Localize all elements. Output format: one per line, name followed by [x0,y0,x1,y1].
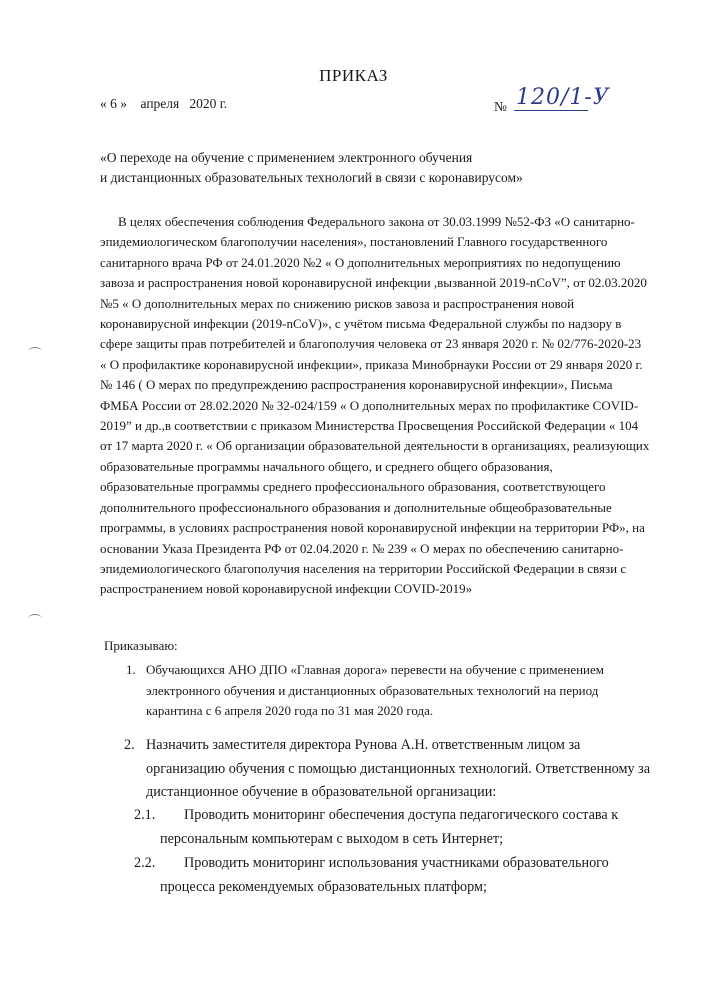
item-line: Назначить заместителя директора Рунова А.Н. ответственным лицом за [146,737,581,753]
preamble-line: санитарного врача РФ от 24.01.2020 №2 « О дополнительных мероприятиях по недопущению [100,254,621,270]
subitem-line: Проводить мониторинг использования участниками образовательного [184,855,609,871]
preamble-line: эпидемиологическом благополучии населения», постановлений Главного государственного [100,234,608,250]
preamble-paragraph [100,212,660,600]
order-subitem-2-2 [134,852,609,899]
subject-line: и дистанционных образовательных технологий в связи с коронавирусом» [100,170,523,185]
preamble-line: В целях обеспечения соблюдения Федерального закона от 30.03.1999 №52-ФЗ «О санитарно- [118,214,635,229]
order-word: Приказываю: [104,638,178,653]
order-number-underline [514,110,588,111]
binder-hole-mark [28,347,42,356]
document-date: « 6 » апреля 2020 г. [100,96,228,111]
item-marker: 1. [126,662,136,677]
preamble-line: образовательные программы среднего профессионального образования, соответствующего [100,479,606,495]
preamble-line: №5 « О дополнительных мерах по снижению рисков завоза и распространения новой [100,295,575,311]
preamble-line: распространением новой коронавирусной инфекции COVID-2019» [100,581,473,597]
order-subitem-2-1 [134,804,619,851]
order-number-label: № [494,99,507,114]
item-line: дистанционное обучение в образовательной организации: [146,784,497,800]
preamble-line: дополнительного профессионального образования и дополнительные общеобразовательные [100,499,612,515]
order-number-handwritten: 120/1-У [516,85,610,110]
preamble-line: основании Указа Президента РФ от 02.04.2020 г. № 239 « О мерах по обеспечению санитарно- [100,540,624,556]
preamble-line: сфере защиты прав потребителей и благополучия человека от 23 января 2020 г. № 02/776-2020-23 [100,336,642,352]
item-marker: 2. [124,737,135,753]
preamble-line: эпидемиологического благополучия населения на территории Российской Федерации в связи с [100,560,627,576]
binder-hole-mark [28,614,42,623]
preamble-line: « О профилактике коронавирусной инфекции», приказа Минобрнауки России от 29 января 2020 г. [100,356,643,372]
preamble-line: завоза и распространения новой коронавирусной инфекции ,вызванной 2019-nCoV”, от 02.03.2020 [100,275,647,291]
order-item-1 [126,660,605,722]
subitem-line: Проводить мониторинг обеспечения доступа педагогического состава к [184,807,619,823]
preamble-line: № 146 ( О мерах по предупреждению распространения коронавирусной инфекции», Письма [100,377,613,393]
item-line: электронного обучения и дистанционных образовательных технологий на период [146,682,599,698]
order-subject [100,148,523,188]
item-line: карантина с 6 апреля 2020 года по 31 мая 2020 года. [146,703,434,718]
item-line: организацию обучения с помощью дистанционных технологий. Ответственному за [146,760,651,777]
preamble-line: 2019” и др.,в соответствии с приказом Министерства Просвещения Российской Федерации « 104 [100,418,639,434]
subitem-line: персональным компьютерам с выходом в сеть Интернет; [160,830,504,847]
preamble-line: коронавирусной инфекции (2019-nCoV)», с учётом письма Федеральной службы по надзору в [100,316,622,332]
document-title: ПРИКАЗ [319,66,388,85]
preamble-line: программы, в условиях распространения новой коронавирусной инфекции на территории РФ», на [100,520,645,536]
subitem-marker: 2.1. [134,807,156,823]
item-line: Обучающихся АНО ДПО «Главная дорога» перевести на обучение с применением [146,662,605,677]
subitem-line: процесса рекомендуемых образовательных платформ; [160,878,487,895]
preamble-line: ФМБА России от 28.02.2020 № 32-024/159 « О дополнительных мерах по профилактике COVID- [100,397,639,413]
preamble-line: образовательные программы начального общего, и среднего общего образования, [100,458,553,474]
subitem-marker: 2.2. [134,855,156,871]
order-item-2 [124,734,651,805]
preamble-line: от 17 марта 2020 г. « Об организации образовательной деятельности в организациях, реализующих [100,438,650,454]
subject-line: «О переходе на обучение с применением электронного обучения [100,150,473,165]
